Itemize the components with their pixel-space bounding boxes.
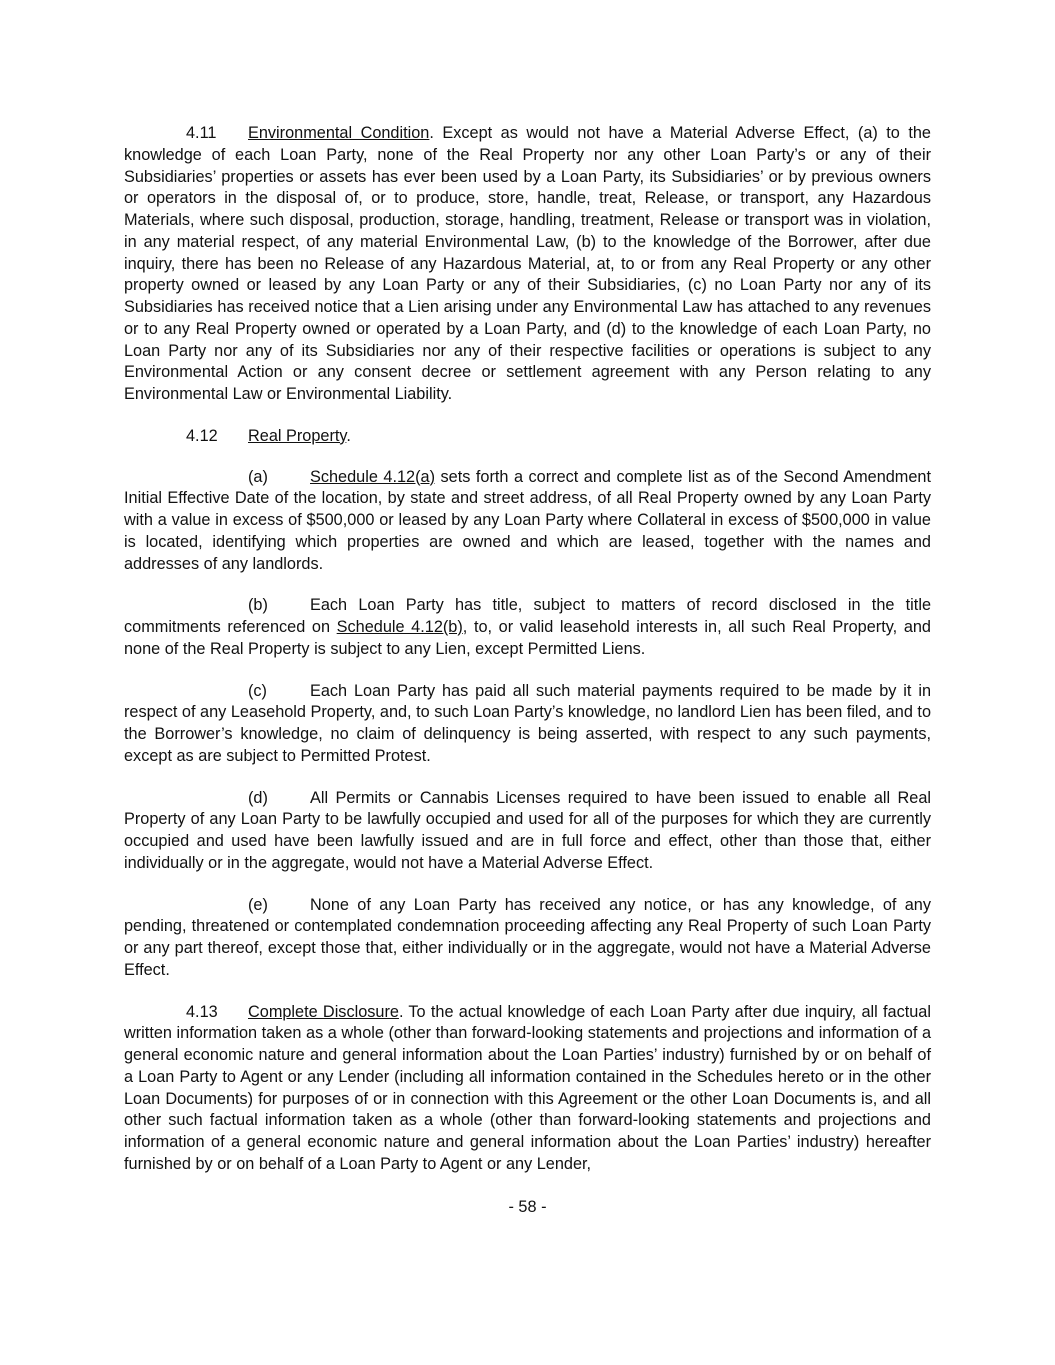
schedule-reference: Schedule 4.12(b) [336, 618, 463, 636]
section-4-12 [124, 426, 931, 448]
section-text: . Except as would not have a Material Adverse Effect, (a) to the knowledge of each Loan Party, none of the Real Property nor any other Loan Party’s or any of their Subsidiaries’ properties or assets has ever been used by a Loan Party, its Subsidiaries’ or by previous owners or operators in the disposal of, or to produce, store, handle, treat, Release, or transport, any Hazardous Materials, where such disposal, production, storage, handling, treatment, Release or transport was in violation, in any material respect, of any material Environmental Law, (b) to the knowledge of the Borrower, after due inquiry, there has been no Release of any Hazardous Material, at, to or from any Real Property or any other property owned or leased by any Loan Party or any of their Subsidiaries, (c) no Loan Party nor any of its Subsidiaries has received notice that a Lien arising under any Environmental Law has attached to any revenues or to any Real Property owned or operated by a Loan Party, and (d) to the knowledge of each Loan Party, no Loan Party nor any of its Subsidiaries nor any of their respective facilities or operations is subject to any Environmental Action or any consent decree or settlement agreement with any Person relating to any Environmental Law or Environmental Liability. [124, 124, 931, 403]
section-heading: Real Property [248, 426, 347, 445]
clause-text: None of any Loan Party has received any notice, or has any knowledge, of any pending, threatened or contemplated condemnation proceeding affecting any Real Property of such Loan Party or any part thereof, except those that, either individually or in the aggregate, would not have a Material Adverse Effect. [124, 895, 931, 979]
section-number: 4.11 [186, 124, 217, 142]
page-number: - 58 - [508, 1198, 547, 1216]
section-number: 4.12 [186, 426, 218, 445]
section-heading-tail: . [346, 426, 351, 445]
section-text: . To the actual knowledge of each Loan Party after due inquiry, all factual written information taken as a whole (other than forward-looking statements and projections and information of a general economic nature and general information about the Loan Parties’ industry) furnished by or on behalf of a Loan Party to Agent or any Lender (including all information contained in the Schedules hereto or in the other Loan Documents) for purposes of or in connection with this Agreement or the other Loan Documents is, and all other such factual information taken as a whole (other than forward-looking statements and projections and information of a general economic nature and general information about the Loan Parties’ industry) hereafter furnished by or on behalf of a Loan Party to Agent or any Lender, [124, 1002, 931, 1173]
section-number: 4.13 [186, 1002, 218, 1021]
section-4-13 [124, 1002, 931, 1176]
clause-label: (e) [248, 895, 268, 914]
clause-text: Each Loan Party has paid all such material payments required to be made by it in respect of any Leasehold Property, and, to such Loan Party’s knowledge, no landlord Lien has been filed, and to the Borrower’s knowledge, no claim of delinquency is being asserted, with respect to any such payments, except as are subject to Permitted Protest. [124, 681, 931, 765]
section-heading: Environmental Condition [248, 124, 430, 142]
clause-label: (a) [248, 467, 268, 486]
document-body [124, 123, 931, 1196]
schedule-reference: Schedule 4.12(a) [310, 467, 435, 486]
clause-label: (b) [248, 596, 268, 615]
clause-4-12-d [124, 788, 931, 875]
clause-text: Each Loan Party has title, subject to matters of record disclosed in the title commitments referenced on [124, 596, 931, 636]
clause-4-12-a [124, 467, 931, 576]
clause-4-12-e [124, 895, 931, 982]
section-4-11 [124, 123, 931, 406]
clause-4-12-b [124, 595, 931, 660]
clause-text: sets forth a correct and complete list as of the Second Amendment Initial Effective Date of the location, by state and street address, of all Real Property owned by any Loan Party with a value in excess of $500,000 or leased by any Loan Party where Collateral in excess of $500,000 in value is located, identifying which properties are owned and which are leased, together with the names and addresses of any landlords. [124, 467, 931, 573]
clause-label: (d) [248, 788, 268, 807]
clause-text: All Permits or Cannabis Licenses required to have been issued to enable all Real Property of any Loan Party to be lawfully occupied and used for all of the purposes for which they are currently occupied and used have been lawfully issued and are in full force and effect, other than those that, either individually or in the aggregate, would not have a Material Adverse Effect. [124, 788, 931, 872]
clause-text-tail: , to, or valid leasehold interests in, all such Real Property, and none of the Real Property is subject to any Lien, except Permitted Liens. [124, 618, 931, 658]
clause-label: (c) [248, 681, 267, 700]
clause-4-12-c [124, 681, 931, 768]
section-heading: Complete Disclosure [248, 1002, 399, 1021]
